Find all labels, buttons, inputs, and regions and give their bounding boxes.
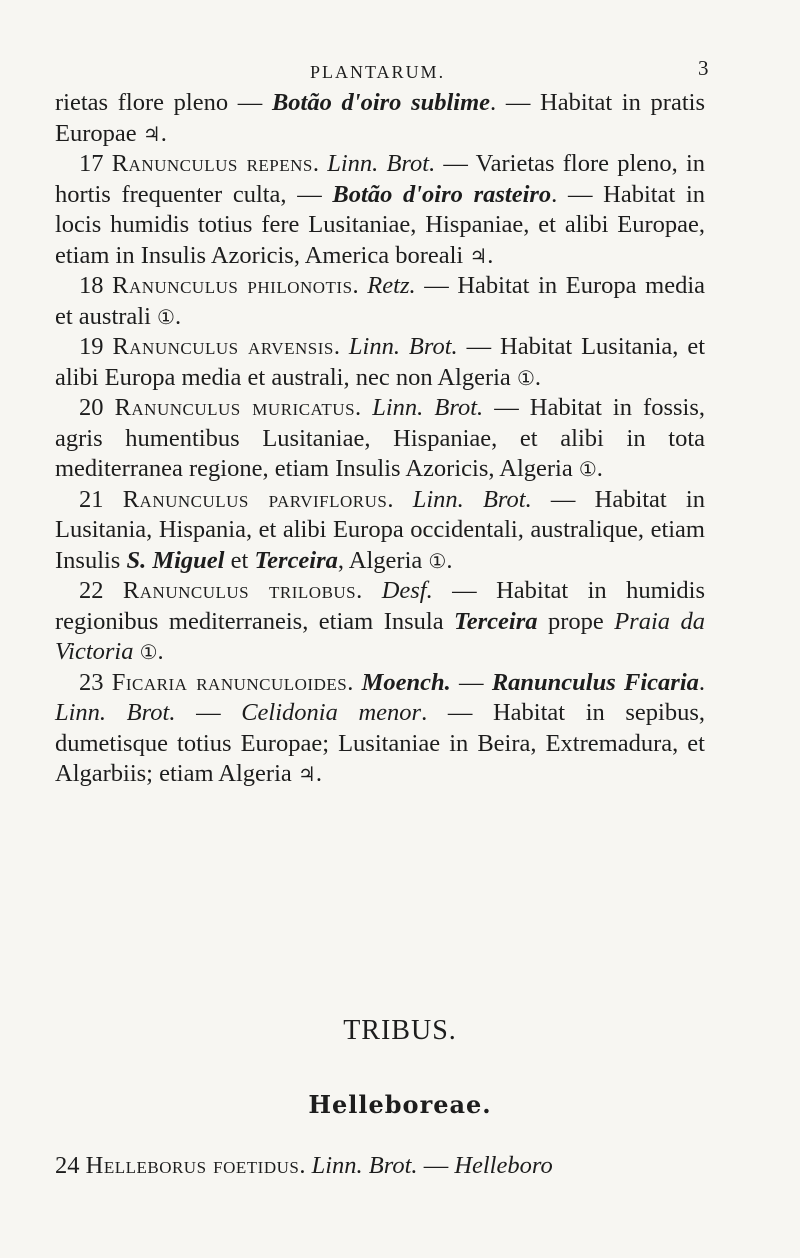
- entry-number: 23: [79, 668, 104, 696]
- body-text: [55, 88, 705, 790]
- authority: Moench.: [361, 668, 451, 696]
- perennial-symbol: ♃: [469, 243, 488, 268]
- species-name: Ficaria ranunculoides: [111, 668, 348, 696]
- species-name: Ranunculus repens: [111, 150, 313, 177]
- place-name: Praia da Victoria: [55, 607, 705, 665]
- annual-symbol: ①: [578, 457, 597, 481]
- entry-19: 19 Ranunculus arvensis. Linn. Brot. — Habitat Lusitania, et alibi Europa media et australi, nec non Algeria ①.: [55, 333, 706, 391]
- entry-16-continuation: rietas flore pleno — Botão d'oiro sublime. — Habitat in pratis Europae ♃.: [55, 89, 705, 147]
- species-name: Ranunculus arvensis: [112, 333, 334, 360]
- entry-number: 20: [79, 394, 104, 421]
- annual-symbol: ①: [157, 304, 175, 329]
- authority: Retz.: [367, 272, 416, 299]
- entry-20: 20 Ranunculus muricatus. Linn. Brot. — Habitat in fossis, agris humentibus Lusitaniae, Hispaniae, et alibi in tota mediterranea regione, etiam Insulis Azoricis, Algeria ①.: [55, 394, 705, 482]
- section-subheading: Helleboreae.: [308, 1090, 492, 1119]
- perennial-symbol: ♃: [142, 121, 161, 146]
- entry-24: 24 Helleborus foetidus. Linn. Brot. — Hellеboro: [55, 1152, 553, 1179]
- place-name: Terceira: [254, 546, 338, 574]
- entry-number: 24: [55, 1152, 80, 1179]
- place-name: Terceira: [454, 607, 538, 635]
- page-number: 3: [698, 56, 709, 80]
- species-name: Ranunculus muricatus: [114, 394, 356, 421]
- entry-21: 21 Ranunculus parviflorus. Linn. Brot. — Habitat in Lusitania, Hispania, et alibi Europa occidentali, australique, etiam Insulis S. Miguel et Terceira, Algeria ①.: [55, 485, 705, 574]
- entry-number: 18: [79, 272, 104, 299]
- species-name: Ranunculus philonotis: [112, 272, 353, 299]
- perennial-symbol: ♃: [297, 762, 316, 786]
- vernacular-name: Hellеboro: [454, 1152, 553, 1179]
- authority: Linn. Brot.: [412, 485, 532, 513]
- authority: Linn. Brot.: [311, 1152, 418, 1179]
- vernacular-name: Botão d'oiro rasteiro: [332, 180, 552, 208]
- place-name: S. Miguel: [126, 546, 225, 574]
- entry-22: 22 Ranunculus trilobus. Desf. — Habitat in humidis regionibus mediterraneis, etiam Insula Terceira prope Praia da Victoria ①.: [55, 577, 706, 665]
- vernacular-name: Botão d'oiro sublime: [271, 89, 491, 116]
- entry-number: 17: [79, 150, 104, 177]
- authority: Linn. Brot.: [348, 333, 458, 360]
- authority: Linn. Brot.: [327, 150, 436, 177]
- annual-symbol: ①: [516, 365, 535, 390]
- species-name: Ranunculus parviflorus: [122, 485, 388, 513]
- annual-symbol: ①: [428, 548, 447, 573]
- entry-number: 22: [79, 577, 104, 604]
- section-heading: TRIBUS.: [343, 1015, 457, 1046]
- entry-number: 21: [79, 485, 104, 513]
- vernacular-name: Celidonia menor: [241, 699, 422, 726]
- running-header: PLANTARUM.: [310, 62, 446, 82]
- species-name: Ranunculus trilobus: [122, 577, 357, 604]
- entry-17: 17 Ranunculus repens. Linn. Brot. — Varietas flore pleno, in hortis frequenter culta, — Botão d'oiro rasteiro. — Habitat in locis humidis totius fere Lusitaniae, Hispaniae, et alibi Europae, etiam in Insulis Azoricis, America boreali ♃.: [55, 150, 706, 269]
- species-name: Helleborus foetidus: [85, 1152, 300, 1179]
- synonym: Ranunculus Ficaria: [491, 668, 699, 696]
- annual-symbol: ①: [139, 640, 158, 664]
- authority: Linn. Brot.: [372, 394, 484, 421]
- authority: Desf.: [381, 577, 433, 604]
- synonym-authority: Linn. Brot.: [55, 699, 176, 726]
- entry-18: 18 Ranunculus philonotis. Retz. — Habitat in Europa media et australi ①.: [55, 272, 706, 330]
- entry-number: 19: [79, 333, 104, 360]
- entry-23: 23 Ficaria ranunculoides. Moench. — Ranunculus Ficaria. Linn. Brot. — Celidonia menor. — Habitat in sepibus, dumetisque totius Europae; Lusitaniae in Beira, Extremadura, et Algarbiis; etiam Algeria ♃.: [55, 668, 706, 787]
